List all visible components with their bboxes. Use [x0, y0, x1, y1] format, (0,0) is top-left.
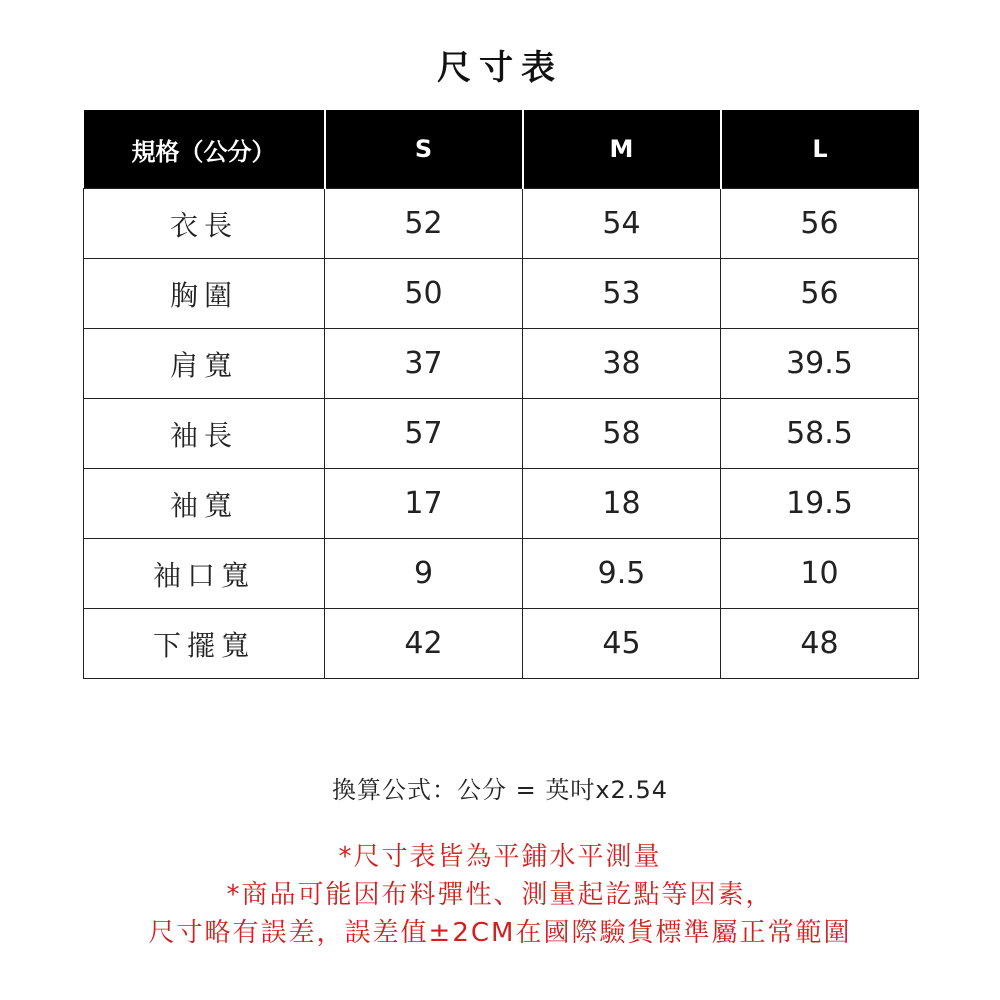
cell-value: 56 [721, 189, 919, 259]
measurement-notes [0, 838, 1000, 952]
row-label: 袖口寬 [84, 539, 325, 609]
cell-value: 19.5 [721, 469, 919, 539]
row-label: 胸圍 [84, 259, 325, 329]
row-label: 肩寬 [84, 329, 325, 399]
table-row [84, 189, 919, 259]
note-line: *商品可能因布料彈性、測量起訖點等因素， [226, 880, 774, 910]
cell-value: 53 [523, 259, 721, 329]
cell-value: 9.5 [523, 539, 721, 609]
cell-value: 10 [721, 539, 919, 609]
header-size-s: S [325, 110, 523, 189]
cell-value: 52 [325, 189, 523, 259]
cell-value: 17 [325, 469, 523, 539]
cell-value: 18 [523, 469, 721, 539]
conversion-formula: 換算公式：公分 = 英吋x2.54 [331, 776, 668, 804]
cell-value: 58.5 [721, 399, 919, 469]
table-row [84, 609, 919, 679]
cell-value: 54 [523, 189, 721, 259]
cell-value: 58 [523, 399, 721, 469]
cell-value: 57 [325, 399, 523, 469]
cell-value: 56 [721, 259, 919, 329]
cell-value: 45 [523, 609, 721, 679]
header-size-l: L [721, 110, 919, 189]
cell-value: 9 [325, 539, 523, 609]
cell-value: 38 [523, 329, 721, 399]
table-row [84, 539, 919, 609]
note-line: 尺寸略有誤差，誤差值±2CM在國際驗貨標準屬正常範圍 [148, 918, 852, 948]
header-size-m: M [523, 110, 721, 189]
size-chart-table [83, 110, 919, 679]
table-row [84, 329, 919, 399]
table-header-row [84, 110, 919, 189]
cell-value: 42 [325, 609, 523, 679]
cell-value: 39.5 [721, 329, 919, 399]
row-label: 袖寬 [84, 469, 325, 539]
cell-value: 48 [721, 609, 919, 679]
row-label: 袖長 [84, 399, 325, 469]
row-label: 衣長 [84, 189, 325, 259]
table-row [84, 399, 919, 469]
row-label: 下擺寬 [84, 609, 325, 679]
header-spec: 規格（公分） [84, 110, 325, 189]
note-line: *尺寸表皆為平鋪水平測量 [338, 842, 662, 872]
page-title: 尺寸表 [437, 48, 563, 88]
table-row [84, 259, 919, 329]
cell-value: 50 [325, 259, 523, 329]
cell-value: 37 [325, 329, 523, 399]
table-row [84, 469, 919, 539]
